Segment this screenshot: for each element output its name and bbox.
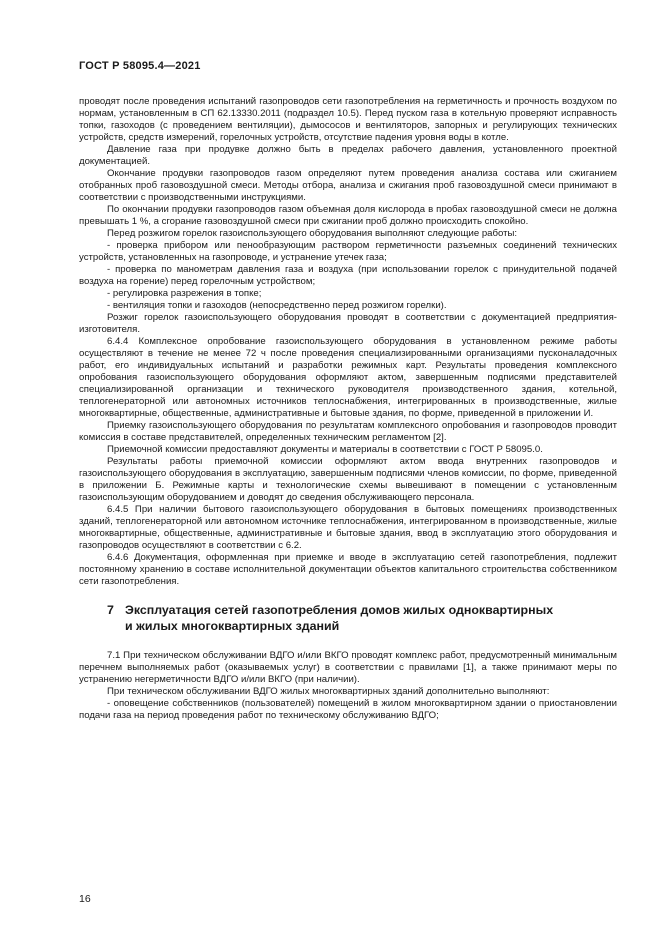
document-body: [79, 96, 617, 722]
paragraph: Приемку газоиспользующего оборудования по результатам комплексного опробования и газопроводов проводит комиссия в составе представителей, определенных техническим регламентом [2].: [79, 420, 617, 443]
paragraph: - регулировка разрежения в топке;: [107, 288, 262, 299]
paragraph: 6.4.6 Документация, оформленная при приемке и вводе в эксплуатацию сетей газопотребления, подлежит постоянному хранению в составе исполнительной документации объектов капитального строительства собственником сети газопотребления.: [79, 552, 617, 587]
document-header: ГОСТ Р 58095.4—2021: [79, 60, 201, 72]
paragraph: 7.1 При техническом обслуживании ВДГО и/или ВКГО проводят комплекс работ, предусмотренный минимальным перечнем выполняемых работ (оказываемых услуг) в соответствии с правилами [1], а также принимают меры по устранению негерметичности ВДГО и/или ВКГО (при наличии).: [79, 650, 617, 685]
paragraph: Результаты работы приемочной комиссии оформляют актом ввода внутренних газопроводов и газоиспользующего оборудования в эксплуатацию, завершенным подписями членов комиссии, по форме, приведенной в приложении Б. Режимные карты и технологические схемы вывешивают в помещении с установленным газоиспользующим оборудованием и доводят до сведения обслуживающего персонала.: [79, 456, 617, 503]
paragraph: проводят после проведения испытаний газопроводов сети газопотребления на герметичность и прочность воздухом по нормам, установленным в СП 62.13330.2011 (подраздел 10.5). Перед пуском газа в котельную проверяют исправность топки, газоходов (с проведением вентиляции), дымососов и вентиляторов, запорных и регулирующих технических устройств, средств измерений, горелочных устройств, отсутствие падения уровня воды в котле.: [79, 96, 617, 143]
paragraph: Розжиг горелок газоиспользующего оборудования проводят в соответствии с документацией предприятия-изготовителя.: [79, 312, 617, 335]
section-title-line1: Эксплуатация сетей газопотребления домов жилых одноквартирных: [125, 603, 554, 617]
paragraph: - проверка по манометрам давления газа и воздуха (при использовании горелок с принудительной подачей воздуха на горение) перед горелочным устройством;: [79, 264, 617, 287]
section-number: 7: [107, 603, 114, 617]
paragraphs-before-section: [79, 96, 617, 588]
paragraph: 6.4.5 При наличии бытового газоиспользующего оборудования в бытовых помещениях производственных зданий, теплогенераторной или автономном источнике теплоснабжения, интегрированном в производственные, жилые многоквартирные, общественные, административные и бытовые здания, ввод в эксплуатацию этого оборудования и газопроводов осуществляют в соответствии с 6.2.: [79, 504, 617, 551]
paragraph: 6.4.4 Комплексное опробование газоиспользующего оборудования в установленном режиме работы осуществляют в течение не менее 72 ч после проведения специализированными организациями пусконаладочных работ, его индивидуальных испытаний и разработки режимных карт. Результаты проведения комплексного опробования газоиспользующего оборудования оформляют актом, завершенным подписями представителей специализированной организации и технического руководителя производственного здания, котельной, теплогенераторной или автономных источников теплоснабжения, интегрированных в производственные, жилые многоквартирные, общественные, административные и бытовые здания, по форме, приведенной в приложении И.: [79, 336, 617, 419]
section-title-line2: и жилых многоквартирных зданий: [125, 619, 340, 633]
paragraph: - оповещение собственников (пользователей) помещений в жилом многоквартирном здании о приостановлении подачи газа на период проведения работ по техническому обслуживанию ВДГО;: [79, 698, 617, 721]
paragraph: - проверка прибором или пенообразующим раствором герметичности разъемных соединений технических устройств, установленных на газопроводе, и устранение утечек газа;: [79, 240, 617, 263]
section-heading: [107, 602, 617, 634]
paragraph: Окончание продувки газопроводов газом определяют путем проведения анализа состава или сжиганием отобранных проб газовоздушной смеси. Методы отбора, анализа и сжигания проб газовоздушной смеси принимают в соответствии с производственными инструкциями.: [79, 168, 617, 203]
paragraph: При техническом обслуживании ВДГО жилых многоквартирных зданий дополнительно выполняют:: [107, 686, 550, 697]
paragraph: По окончании продувки газопроводов газом объемная доля кислорода в пробах газовоздушной смеси не должна превышать 1 %, а сгорание газовоздушной смеси при сжигании проб должно происходить спокойно.: [79, 204, 617, 227]
paragraph: - вентиляция топки и газоходов (непосредственно перед розжигом горелки).: [107, 300, 447, 311]
page-number: 16: [79, 893, 91, 905]
paragraph: Приемочной комиссии предоставляют документы и материалы в соответствии с ГОСТ Р 58095.0.: [107, 444, 543, 455]
paragraphs-after-section: [79, 650, 617, 722]
paragraph: Перед розжигом горелок газоиспользующего оборудования выполняют следующие работы:: [107, 228, 518, 239]
paragraph: Давление газа при продувке должно быть в пределах рабочего давления, установленного проектной документацией.: [79, 144, 617, 167]
